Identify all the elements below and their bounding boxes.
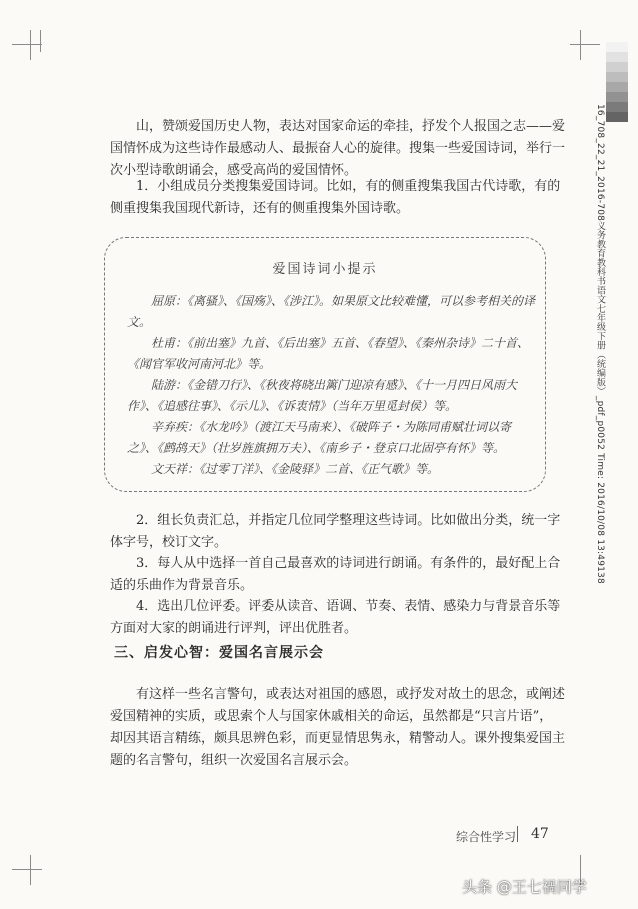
step-2: 2．组长负责汇总，并指定几位同学整理这些诗词。比如做出分类，统一字体字号，校订文字。: [110, 513, 561, 550]
watermark: 头条 @王七禍同学: [462, 878, 587, 896]
crop-mark: [12, 44, 42, 45]
crop-mark: [570, 44, 600, 45]
tips-body: [127, 291, 537, 480]
crop-mark: [12, 869, 42, 870]
grayscale-calibration-strip: [606, 42, 628, 122]
tips-entry-quyuan: 屈原：《离骚》、《国殇》、《涉江》。如果原文比较难懂，可以参考相关的译文。: [127, 294, 536, 329]
section-heading: 三、启发心智：爱国名言展示会: [114, 645, 324, 661]
crop-mark: [30, 855, 31, 885]
intro-paragraph: 山，赞颂爱国历史人物，表达对国家命运的牵挂，抒发个人报国之志——爱国情怀成为这些诗作最感动人、最振奋人心的旋律。搜集一些爱国诗词，举行一次小型诗歌朗诵会，感受高尚的爱国情怀。: [110, 119, 566, 178]
tips-title: 爱国诗词小提示: [272, 262, 378, 277]
step-3: 3．每人从中选择一首自己最喜欢的诗词进行朗诵。有条件的，最好配上合适的乐曲作为背景音乐。: [110, 556, 561, 593]
crop-mark: [580, 30, 581, 60]
footer-section-label: 综合性学习: [456, 830, 517, 844]
step-4: 4．选出几位评委。评委从读音、语调、节奏、表情、感染力与背景音乐等方面对大家的朗诵进行评判，评出优胜者。: [110, 599, 561, 636]
crop-mark: [40, 30, 41, 52]
tips-entry-dufu: 杜甫：《前出塞》九首、《后出塞》五首、《春望》、《秦州杂诗》二十首、《闻官军收河南河北》等。: [127, 336, 530, 371]
step-1: 1．小组成员分类搜集爱国诗词。比如，有的侧重搜集我国古代诗歌，有的侧重搜集我国现代新诗，还有的侧重搜集外国诗歌。: [110, 179, 561, 216]
section-paragraph: 有这样一些名言警句，或表达对祖国的感恩，或抒发对故土的思念，或阐述爱国精神的实质，或思索个人与国家休戚相关的命运，虽然都是“只言片语”，却因其语言精练，颇具思辨色彩，而更显情思隽永，精警动人。课外搜集爱国主题的名言警句，组织一次爱国名言展示会。: [110, 687, 566, 768]
tips-entry-wentianxiang: 文天祥：《过零丁洋》、《金陵驿》二首、《正气歌》等。: [151, 462, 440, 476]
tips-entry-luyou: 陆游：《金错刀行》、《秋夜将晓出篱门迎凉有感》、《十一月四日风雨大作》、《追感往事》、《示儿》、《诉衷情》（当年万里觅封侯）等。: [127, 378, 518, 413]
footer-divider: [517, 826, 518, 842]
side-margin-print-info: 16_708_22_21_2016-708义务教育教科书语文七年级下册（统编版）_pdf_p0052 Time: 2016/10/08 13:49138: [595, 104, 605, 584]
crop-mark: [30, 30, 31, 60]
page-number: 47: [531, 826, 549, 842]
tips-entry-xinqiji: 辛弃疾：《水龙吟》（渡江天马南来）、《破阵子・为陈同甫赋壮词以寄之》、《鹧鸪天》（壮岁旌旗拥万夫）、《南乡子・登京口北固亭有怀》等。: [127, 420, 512, 455]
tips-box: [104, 237, 546, 492]
